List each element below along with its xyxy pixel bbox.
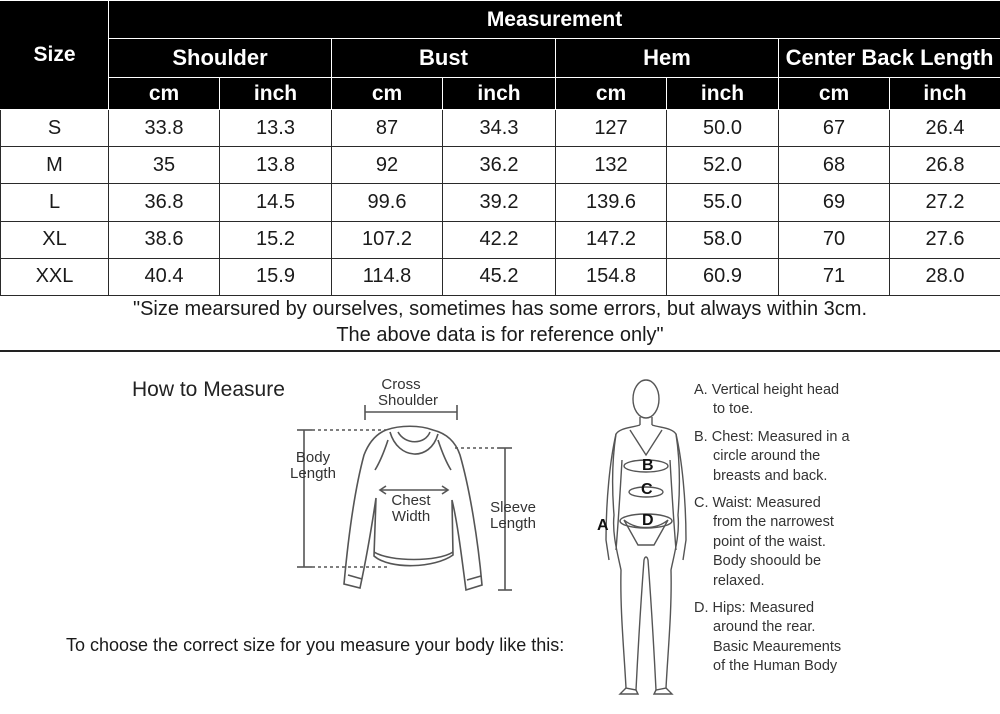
table-cell: 132 <box>556 147 667 184</box>
table-row <box>1 221 1000 258</box>
table-cell: 35 <box>109 147 220 184</box>
marker-a: A <box>597 517 609 534</box>
table-cell: 67 <box>779 110 890 147</box>
table-cell: 71 <box>779 258 890 295</box>
measurement-header: Measurement <box>109 1 1000 39</box>
table-cell: 92 <box>332 147 443 184</box>
table-cell: 13.8 <box>220 147 332 184</box>
chest-width-label: Chest Width <box>391 492 431 525</box>
unit-header: inch <box>220 78 332 110</box>
unit-header: inch <box>890 78 1000 110</box>
table-cell: 14.5 <box>220 184 332 221</box>
table-cell: 114.8 <box>332 258 443 295</box>
measurement-disclaimer <box>0 296 1000 350</box>
unit-header: cm <box>109 78 220 110</box>
table-cell: 58.0 <box>667 221 779 258</box>
table-cell: 107.2 <box>332 221 443 258</box>
size-cell: L <box>1 184 109 221</box>
table-cell: 87 <box>332 110 443 147</box>
table-cell: 68 <box>779 147 890 184</box>
unit-header: inch <box>667 78 779 110</box>
table-cell: 55.0 <box>667 184 779 221</box>
guide-item-d: D. Hips: Measured around the rear. Basic Meaurements of the Human Body <box>694 600 842 675</box>
table-row <box>1 184 1000 221</box>
table-cell: 154.8 <box>556 258 667 295</box>
table-cell: 36.2 <box>443 147 556 184</box>
measurement-guide <box>694 381 994 685</box>
human-body-illustration <box>590 372 690 702</box>
table-cell: 15.9 <box>220 258 332 295</box>
table-cell: 34.3 <box>443 110 556 147</box>
table-cell: 50.0 <box>667 110 779 147</box>
table-cell: 42.2 <box>443 221 556 258</box>
guide-item-c: C. Waist: Measured from the narrowest point of the waist. Body shoould be relaxed. <box>694 495 834 589</box>
marker-b: B <box>642 457 654 474</box>
table-cell: 36.8 <box>109 184 220 221</box>
unit-header: inch <box>443 78 556 110</box>
group-header-shoulder: Shoulder <box>109 39 332 78</box>
table-cell: 15.2 <box>220 221 332 258</box>
table-cell: 28.0 <box>890 258 1000 295</box>
disclaimer-line-2: The above data is for reference only" <box>336 324 664 346</box>
sleeve-length-label: Sleeve Length <box>490 499 536 532</box>
size-cell: XL <box>1 221 109 258</box>
table-cell: 147.2 <box>556 221 667 258</box>
how-to-measure-title: How to Measure <box>132 378 285 401</box>
table-cell: 45.2 <box>443 258 556 295</box>
table-row <box>1 147 1000 184</box>
table-cell: 52.0 <box>667 147 779 184</box>
marker-d: D <box>642 512 654 529</box>
size-chart-table <box>0 0 1000 296</box>
disclaimer-line-1: "Size mearsured by ourselves, sometimes has some errors, but always within 3cm. <box>132 298 868 320</box>
table-cell: 70 <box>779 221 890 258</box>
size-cell: M <box>1 147 109 184</box>
table-cell: 33.8 <box>109 110 220 147</box>
measure-instruction-text: To choose the correct size for you measure your body like this: <box>66 635 565 655</box>
size-cell: XXL <box>1 258 109 295</box>
group-header-bust: Bust <box>332 39 556 78</box>
guide-item-b: B. Chest: Measured in a circle around the breasts and back. <box>694 428 850 484</box>
table-cell: 69 <box>779 184 890 221</box>
table-cell: 39.2 <box>443 184 556 221</box>
section-divider <box>0 350 1000 352</box>
table-cell: 27.2 <box>890 184 1000 221</box>
table-cell: 127 <box>556 110 667 147</box>
table-cell: 60.9 <box>667 258 779 295</box>
group-header-center-back-length: Center Back Length <box>779 39 1000 78</box>
table-cell: 26.4 <box>890 110 1000 147</box>
size-cell: S <box>1 110 109 147</box>
table-cell: 13.3 <box>220 110 332 147</box>
cross-shoulder-label: Cross Shoulder <box>378 376 439 409</box>
unit-header: cm <box>332 78 443 110</box>
table-cell: 99.6 <box>332 184 443 221</box>
table-cell: 139.6 <box>556 184 667 221</box>
guide-item-a: A. Vertical height head to toe. <box>694 382 840 418</box>
marker-c: C <box>641 481 653 498</box>
table-row <box>1 258 1000 295</box>
body-length-label: Body Length <box>290 449 336 482</box>
table-cell: 27.6 <box>890 221 1000 258</box>
table-cell: 26.8 <box>890 147 1000 184</box>
table-cell: 38.6 <box>109 221 220 258</box>
size-header: Size <box>1 1 109 110</box>
unit-header: cm <box>556 78 667 110</box>
group-header-hem: Hem <box>556 39 779 78</box>
table-cell: 40.4 <box>109 258 220 295</box>
table-row <box>1 110 1000 147</box>
unit-header: cm <box>779 78 890 110</box>
